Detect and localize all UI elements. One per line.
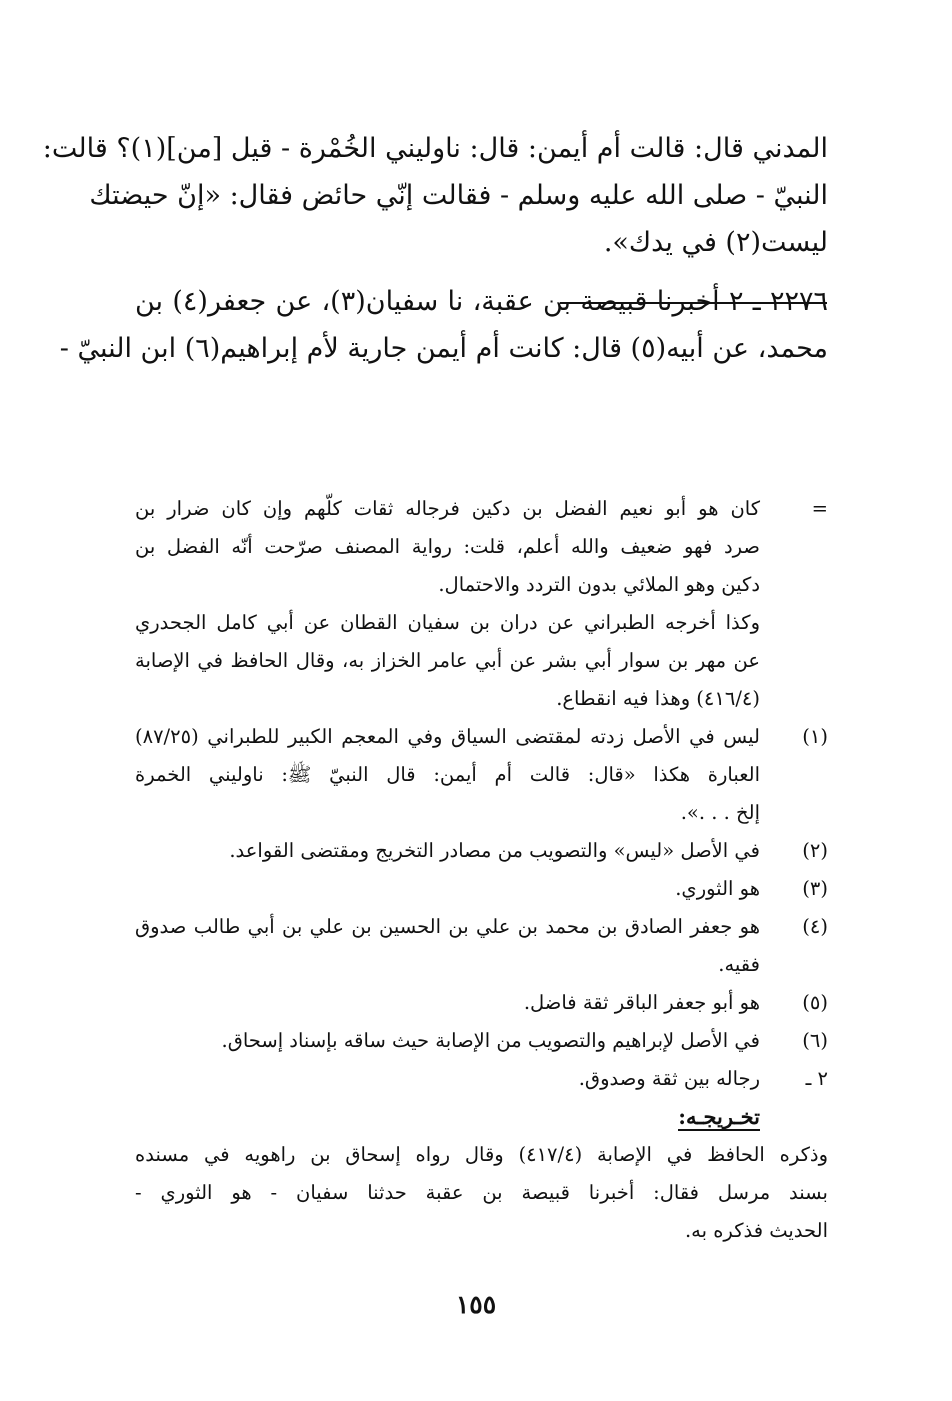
footnote-number: (٣) — [802, 877, 828, 900]
takhrij-text — [135, 1136, 828, 1250]
footnote-separator — [560, 302, 827, 304]
footnote-line: (٤١٦/٤) وهذا فيه انقطاع. — [556, 687, 760, 710]
footnote-line: عن مهر بن سوار أبي بشر عن أبي عامر الخزاز به، وقال الحافظ في الإصابة — [135, 649, 760, 672]
footnote-line: في الأصل «ليس» والتصويب من مصادر التخريج ومقتضى القواعد. — [229, 839, 760, 862]
footnote-line: صرد فهو ضعيف والله أعلم، قلت: رواية المصنف صرّحت أنّه الفضل بن — [135, 535, 760, 558]
text-line: ٢٢٧٦ ـ ٢ أخبرنا قبيصة بن عقبة، نا سفيان(٣)، عن جعفر(٤) بن — [135, 286, 829, 317]
footnote-line: هو الثوري. — [675, 877, 760, 900]
footnote-line: إلخ . . .». — [680, 801, 760, 824]
footnote-line: في الأصل لإبراهيم والتصويب من الإصابة حيث ساقه بإسناد إسحاق. — [221, 1029, 760, 1052]
footnote-4 — [135, 908, 828, 984]
footnote-line: هو أبو جعفر الباقر ثقة فاضل. — [523, 991, 760, 1014]
footnote-line: رجاله بين ثقة وصدوق. — [578, 1067, 760, 1090]
takhrij-heading — [135, 1098, 760, 1136]
footnote-hadith-2 — [135, 1060, 828, 1098]
text-line: المدني قال: قالت أم أيمن: قال: ناوليني الخُمْرة - قيل [من](١)؟ قالت: — [42, 133, 828, 164]
continuation-mark: = — [811, 497, 828, 520]
footnote-6 — [135, 1022, 828, 1060]
footnotes — [135, 490, 828, 1250]
page-number: ١٥٥ — [455, 1290, 497, 1319]
takhrij-line: الحديث فذكره به. — [684, 1219, 828, 1242]
footnote-line: هو جعفر الصادق بن محمد بن علي بن الحسين بن علي بن أبي طالب صدوق — [135, 915, 760, 938]
footnote-2 — [135, 832, 828, 870]
footnote-number: (٤) — [802, 915, 828, 938]
footnote-number: ٢ ـ — [805, 1067, 828, 1090]
footnote-number: (١) — [802, 725, 828, 748]
footnote-5 — [135, 984, 828, 1022]
footnote-number: (٢) — [802, 839, 828, 862]
main-paragraph-2 — [59, 278, 829, 372]
footnote-line: فقيه. — [718, 953, 760, 976]
takhrij-heading-text: تخـريجـه: — [678, 1104, 760, 1129]
takhrij-line: بسند مرسل فقال: أخبرنا قبيصة بن عقبة حدثنا سفيان - هو الثوري - — [135, 1181, 828, 1204]
takhrij-line: وذكره الحافظ في الإصابة (٤١٧/٤) وقال رواه إسحاق بن راهويه في مسنده — [135, 1143, 828, 1166]
text-line: النبيّ - صلى الله عليه وسلم - فقالت إنّي حائض فقال: «إنّ حيضتك — [89, 180, 828, 211]
main-text — [42, 125, 829, 372]
footnote-continuation — [135, 490, 828, 718]
footnote-line: دكين وهو الملائي بدون التردد والاحتمال. — [438, 573, 760, 596]
footnote-number: (٦) — [802, 1029, 828, 1052]
footnote-3 — [135, 870, 828, 908]
footnote-line: العبارة هكذا «قال: قالت أم أيمن: قال النبيّ ﷺ: ناوليني الخمرة — [135, 763, 760, 786]
footnote-line: ليس في الأصل زدته لمقتضى السياق وفي المعجم الكبير للطبراني (٨٧/٢٥) — [135, 725, 760, 748]
main-paragraph-1 — [42, 125, 828, 266]
footnote-number: (٥) — [802, 991, 828, 1014]
footnote-line: وكذا أخرجه الطبراني عن دران بن سفيان القطان عن أبي كامل الجحدري — [135, 611, 760, 634]
footnote-1 — [135, 718, 828, 832]
text-line: محمد، عن أبيه(٥) قال: كانت أم أيمن جارية لأم إبراهيم(٦) ابن النبيّ - — [59, 333, 828, 364]
text-line: ليست(٢) في يدك». — [603, 227, 828, 258]
footnote-line: كان هو أبو نعيم الفضل بن دكين فرجاله ثقات كلّهم وإن كان ضرار بن — [135, 497, 760, 520]
